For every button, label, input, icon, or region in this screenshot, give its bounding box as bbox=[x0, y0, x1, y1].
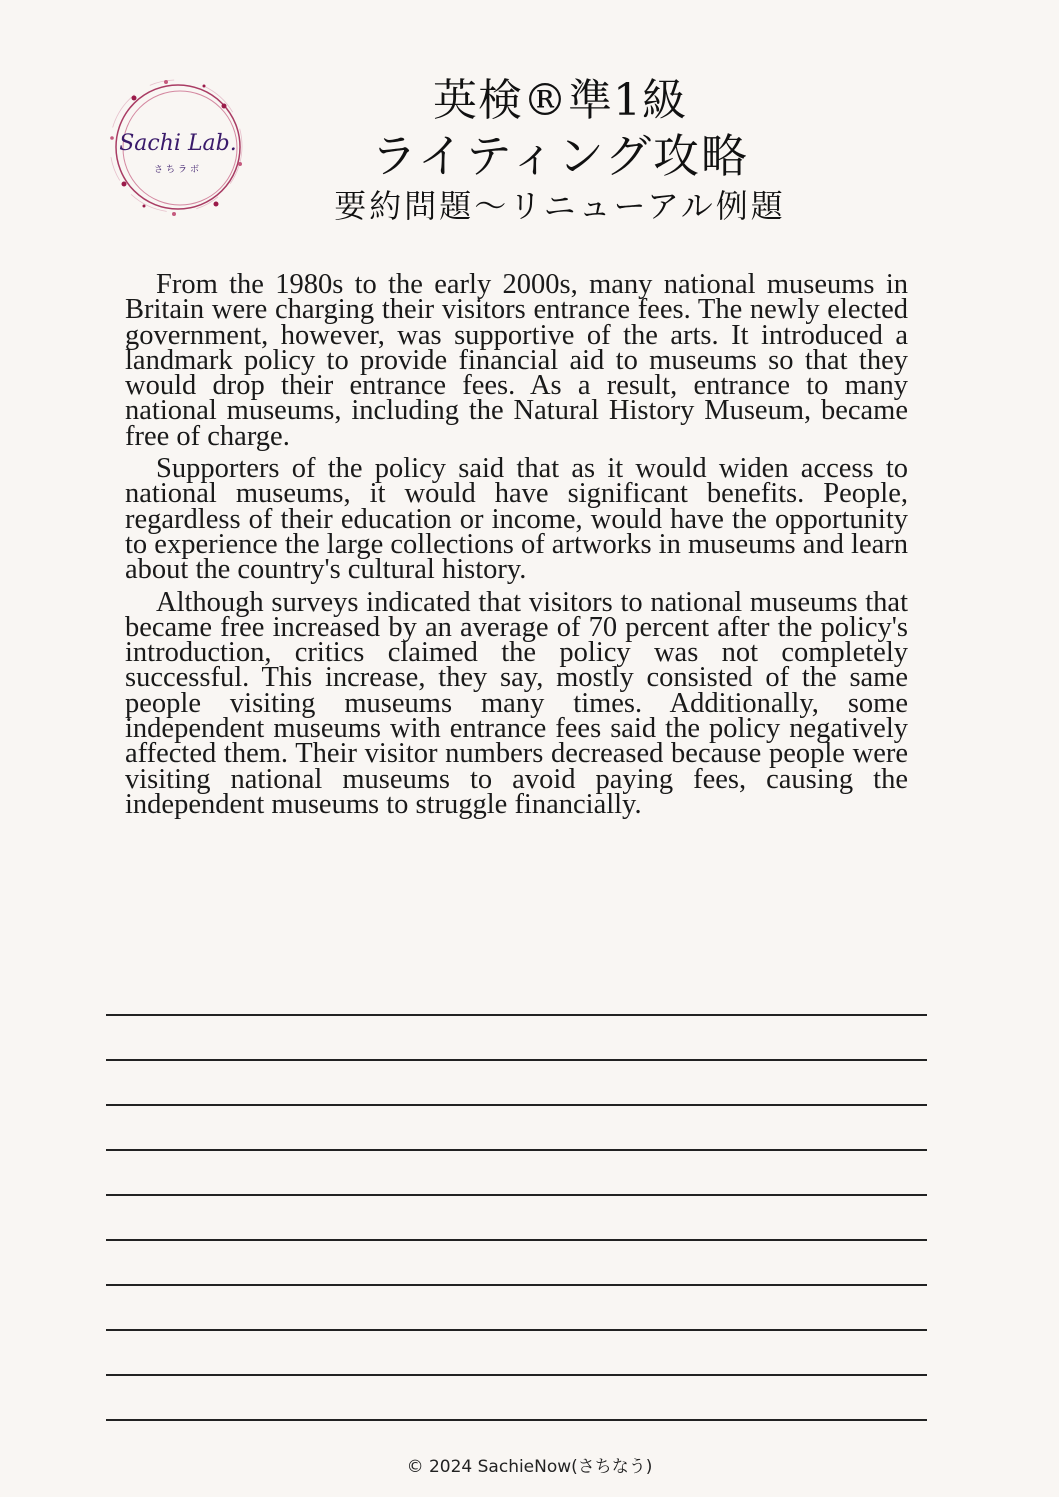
writing-line[interactable] bbox=[106, 1059, 927, 1061]
reading-passage bbox=[125, 269, 908, 824]
writing-line[interactable] bbox=[106, 1104, 927, 1106]
writing-line[interactable] bbox=[106, 1239, 927, 1241]
answer-writing-lines[interactable] bbox=[106, 1014, 927, 1464]
passage-paragraph-1: From the 1980s to the early 2000s, many national museums in Britain were charging their visitors entrance fees. The newly elected government, however, was supportive of the arts. It introduced a landmark policy to provide financial aid to museums so that they would drop their entrance fees. As a result, entrance to many national museums, including the Natural History Museum, became free of charge. bbox=[125, 269, 908, 452]
logo-text: Sachi Lab. bbox=[119, 131, 237, 156]
page-header bbox=[230, 74, 890, 226]
writing-line[interactable] bbox=[106, 1419, 927, 1421]
copyright-footer: © 2024 SachieNow(さちなう) bbox=[406, 1457, 653, 1477]
passage-paragraph-3: Although surveys indicated that visitors to national museums that became free increased by an average of 70 percent after the policy's introduction, critics claimed the policy was not completely successful. This increase, they say, mostly consisted of the same people visiting museums many times. Additionally, some independent museums with entrance fees said the policy negatively affected them. Their visitor numbers decreased because people were visiting national museums to avoid paying fees, causing the independent museums to struggle financially. bbox=[125, 586, 908, 820]
writing-line[interactable] bbox=[106, 1194, 927, 1196]
passage-paragraph-2: Supporters of the policy said that as it would widen access to national museums, it would have significant benefits. People, regardless of their education or income, would have the opportunity to experience the large collections of artworks in museums and learn about the country's cultural history. bbox=[125, 453, 908, 586]
writing-line[interactable] bbox=[106, 1284, 927, 1286]
page-title-secondary: ライティング攻略 bbox=[370, 129, 750, 183]
page-subtitle: 要約問題～リニューアル例題 bbox=[334, 187, 786, 225]
logo-subtext: さちラボ bbox=[153, 165, 203, 175]
page-title: 英検®準1級 bbox=[433, 75, 687, 126]
writing-line[interactable] bbox=[106, 1149, 927, 1151]
writing-line[interactable] bbox=[106, 1374, 927, 1376]
writing-line[interactable] bbox=[106, 1329, 927, 1331]
writing-line[interactable] bbox=[106, 1014, 927, 1016]
